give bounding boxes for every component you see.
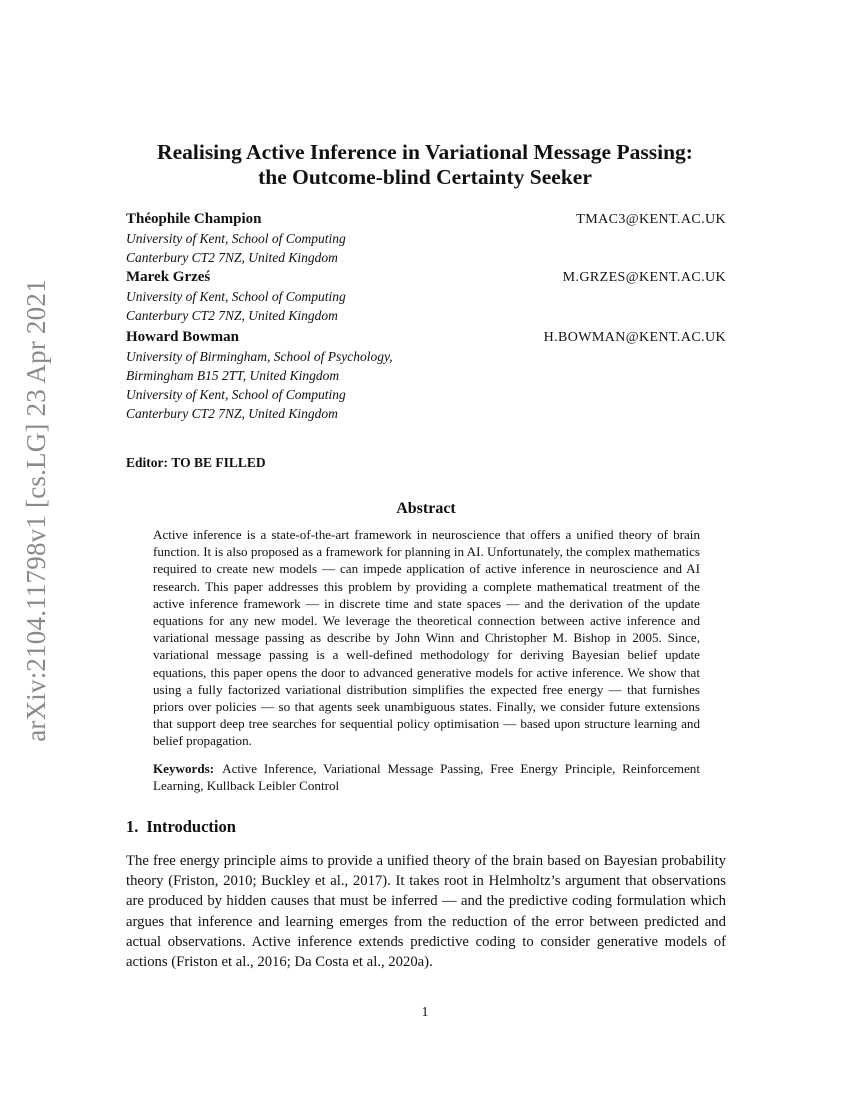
author-affiliation: Birmingham B15 2TT, United Kingdom — [126, 368, 340, 383]
author-affiliation: University of Kent, School of Computing — [126, 231, 346, 246]
section-title: Introduction — [146, 817, 236, 836]
keywords-text: Active Inference, Variational Message Passing, Free Energy Principle, Reinforcement Learning, Kullback Leibler Control — [153, 761, 700, 794]
author-email: H.BOWMAN@KENT.AC.UK — [543, 330, 726, 345]
arxiv-id-text: arXiv:2104.11798v1 [cs.LG] 23 Apr 2021 — [20, 278, 51, 742]
abstract-text: Active inference is a state-of-the-art framework in neuroscience that offers a unified theory of brain function. It is also proposed as a framework for planning in AI. Unfortunately, the complex mathematics required to create new models — can impede application of active inference in neuroscience and AI research. This paper addresses this problem by providing a complete mathematical treatment of the active inference framework — in discrete time and state spaces — and the derivation of the update equations for any new model. We leverage the theoretical connection between active inference and variational message passing as describe by John Winn and Christopher M. Bishop in 2005. Since, variational message passing is a well-defined methodology for deriving Bayesian belief update equations, this paper opens the door to advanced generative models for active inference. We show that using a fully factorized variational distribution simplifies the expected free energy — that furnishes priors over policies — so that agents seek unambiguous states. Finally, we consider future extensions that support deep tree searches for sequential policy optimisation — based upon structure learning and belief propagation. — [153, 527, 700, 749]
introduction-paragraph: The free energy principle aims to provide a unified theory of the brain based on Bayesian probability theory (Friston, 2010; Buckley et al., 2017). It takes root in Helmholtz’s argument that observations are produced by hidden causes that must be inferred — and the predictive coding formulation which argues that inference and learning emerges from the reduction of the error between predicted and actual observations. Active inference extends predictive coding to consider generative models of actions (Friston et al., 2016; Da Costa et al., 2020a). — [126, 853, 726, 971]
author-name: Théophile Champion — [126, 211, 262, 227]
keywords-line — [153, 760, 700, 794]
editor-value: TO BE FILLED — [171, 455, 266, 470]
author-affiliation: University of Birmingham, School of Psychology, — [126, 349, 393, 364]
title-line-2: the Outcome-blind Certainty Seeker — [258, 165, 592, 189]
author-affiliation: University of Kent, School of Computing — [126, 387, 346, 402]
author-block-2 — [126, 268, 726, 325]
arxiv-identifier-stamp — [16, 270, 56, 750]
section-heading — [126, 817, 236, 837]
author-email: M.GRZES@KENT.AC.UK — [562, 270, 726, 285]
section-number: 1. — [126, 817, 139, 836]
author-name: Marek Grześ — [126, 269, 211, 285]
paper-title — [100, 140, 750, 190]
author-name: Howard Bowman — [126, 329, 239, 345]
page-number: 1 — [421, 1005, 429, 1020]
editor-label: Editor: — [126, 455, 168, 470]
author-affiliation: Canterbury CT2 7NZ, United Kingdom — [126, 250, 338, 265]
author-affiliation: Canterbury CT2 7NZ, United Kingdom — [126, 406, 338, 421]
abstract-heading: Abstract — [396, 500, 456, 517]
author-email: TMAC3@KENT.AC.UK — [576, 212, 726, 227]
keywords-label: Keywords: — [153, 761, 215, 776]
author-affiliation: University of Kent, School of Computing — [126, 289, 346, 304]
editor-line — [126, 455, 266, 471]
title-line-1: Realising Active Inference in Variational Message Passing: — [157, 140, 693, 164]
author-block-1 — [126, 210, 726, 267]
author-affiliation: Canterbury CT2 7NZ, United Kingdom — [126, 308, 338, 323]
author-block-3 — [126, 328, 726, 423]
